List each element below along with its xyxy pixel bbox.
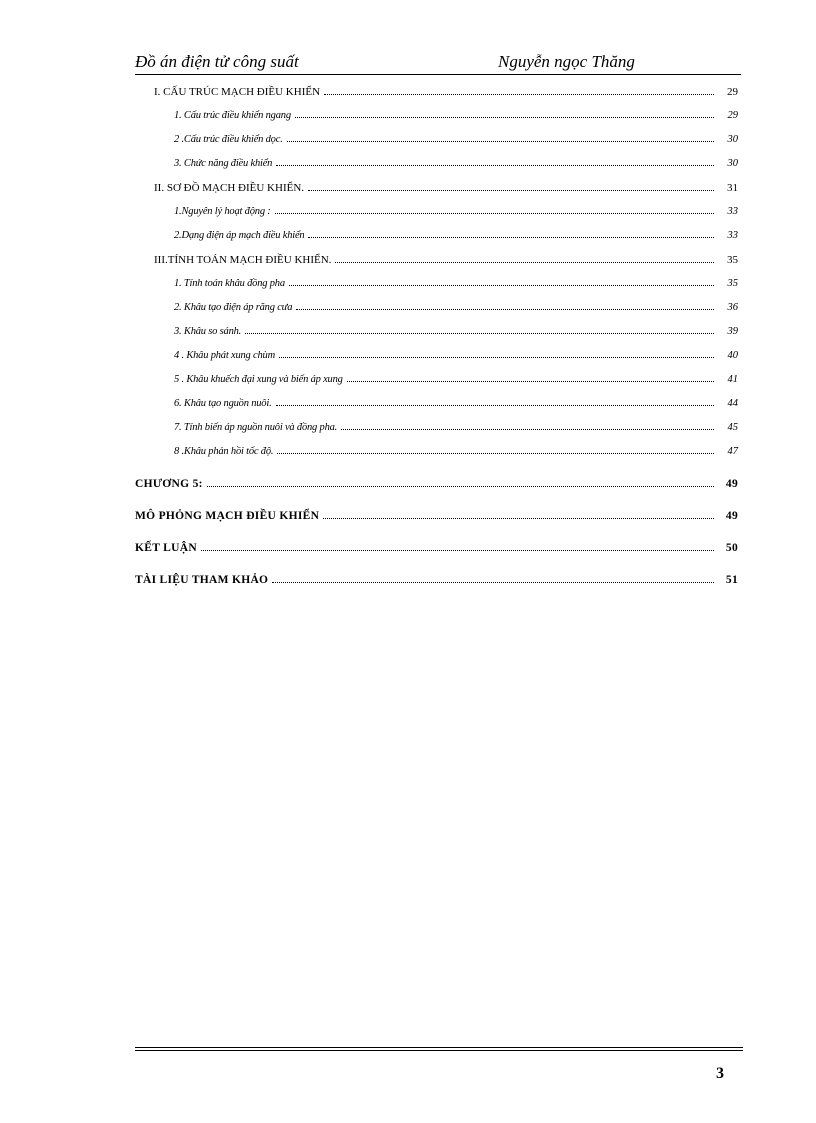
toc-entry bbox=[135, 478, 738, 490]
toc-leader-dots bbox=[276, 405, 715, 406]
toc-entry bbox=[174, 206, 738, 217]
toc-entry bbox=[174, 134, 738, 145]
toc-entry-label: 1.Nguyên lý hoạt động : bbox=[174, 206, 271, 217]
toc-entry bbox=[174, 446, 738, 457]
toc-entry bbox=[135, 574, 738, 586]
toc-entry-page: 47 bbox=[727, 446, 738, 457]
header-author: Nguyễn ngọc Thăng bbox=[498, 52, 635, 71]
toc-entry-label: CHƯƠNG 5: bbox=[135, 478, 203, 490]
toc-entry-page: 33 bbox=[727, 230, 738, 241]
toc-leader-dots bbox=[308, 190, 714, 191]
toc-entry-label: II. SƠ ĐỒ MẠCH ĐIỀU KHIỂN. bbox=[154, 182, 305, 194]
toc-entry-label: 2.Dạng điện áp mạch điều khiển bbox=[174, 230, 305, 241]
toc-leader-dots bbox=[275, 213, 714, 214]
toc-leader-dots bbox=[276, 165, 714, 166]
toc-entry-label: 8 .Khâu phản hồi tốc độ. bbox=[174, 446, 274, 457]
toc-entry bbox=[174, 230, 738, 241]
toc-leader-dots bbox=[201, 550, 714, 551]
toc-entry-label: MÔ PHỎNG MẠCH ĐIỀU KHIỂN bbox=[135, 510, 320, 522]
toc-entry-page: 36 bbox=[727, 302, 738, 313]
toc-entry-label: 3. Chức năng điều khiển bbox=[174, 158, 273, 169]
toc-leader-dots bbox=[279, 357, 714, 358]
toc-entry bbox=[174, 374, 738, 385]
toc-entry-page: 30 bbox=[727, 158, 738, 169]
toc-leader-dots bbox=[335, 262, 714, 263]
toc-entry bbox=[174, 302, 738, 313]
toc-leader-dots bbox=[289, 285, 714, 286]
toc-entry-label: 1. Tính toán khâu đồng pha bbox=[174, 278, 285, 289]
toc-leader-dots bbox=[323, 518, 714, 519]
toc-leader-dots bbox=[272, 582, 714, 583]
toc-entry-label: 1. Cấu trúc điều khiển ngang bbox=[174, 110, 291, 121]
toc-leader-dots bbox=[341, 429, 714, 430]
toc-leader-dots bbox=[324, 94, 714, 95]
toc-entry-page: 31 bbox=[727, 182, 738, 194]
toc-leader-dots bbox=[347, 381, 714, 382]
toc-entry-page: 35 bbox=[727, 254, 738, 266]
toc-entry-page: 41 bbox=[727, 374, 738, 385]
toc-entry-label: 3. Khâu so sánh. bbox=[174, 326, 242, 337]
toc-entry-page: 29 bbox=[727, 86, 738, 98]
toc-leader-dots bbox=[207, 486, 714, 487]
toc-entry bbox=[174, 398, 738, 409]
toc-entry-page: 30 bbox=[727, 134, 738, 145]
footer-rule bbox=[135, 1047, 743, 1048]
toc-entry-label: 2. Khâu tạo điện áp răng cưa bbox=[174, 302, 293, 313]
toc-entry-page: 44 bbox=[727, 398, 738, 409]
page-number: 3 bbox=[716, 1065, 724, 1082]
toc-leader-dots bbox=[296, 309, 714, 310]
toc-entry-label: 7. Tính biến áp nguồn nuôi và đồng pha. bbox=[174, 422, 338, 433]
toc-entry bbox=[154, 86, 738, 98]
toc-entry bbox=[154, 254, 738, 266]
toc-entry bbox=[174, 110, 738, 121]
toc-entry bbox=[154, 182, 738, 194]
toc-entry bbox=[174, 326, 738, 337]
header-title: Đồ án điện tử công suất bbox=[135, 52, 299, 71]
toc-entry-page: 39 bbox=[727, 326, 738, 337]
toc-entry-label: III.TÍNH TOÁN MẠCH ĐIỀU KHIỂN. bbox=[154, 254, 332, 266]
footer-rule bbox=[135, 1050, 743, 1051]
toc-entry bbox=[174, 422, 738, 433]
toc-entry-page: 45 bbox=[727, 422, 738, 433]
page-header bbox=[135, 50, 741, 74]
toc-entry-label: I. CẤU TRÚC MẠCH ĐIỀU KHIỂN bbox=[154, 86, 321, 98]
toc-entry-label: 6. Khâu tạo nguồn nuôi. bbox=[174, 398, 272, 409]
header-rule bbox=[135, 74, 741, 75]
toc-entry-page: 33 bbox=[727, 206, 738, 217]
toc-entry bbox=[174, 278, 738, 289]
toc-entry-page: 49 bbox=[725, 510, 738, 522]
toc-leader-dots bbox=[308, 237, 714, 238]
toc-leader-dots bbox=[245, 333, 714, 334]
toc-entry-label: 4 . Khâu phát xung chùm bbox=[174, 350, 275, 361]
toc-entry bbox=[174, 350, 738, 361]
toc-entry-label: KẾT LUẬN bbox=[135, 542, 197, 554]
toc-entry-page: 40 bbox=[727, 350, 738, 361]
toc-entry-page: 51 bbox=[725, 574, 738, 586]
toc-entry-label: 2 .Cấu trúc điều khiển dọc. bbox=[174, 134, 283, 145]
toc-entry-page: 29 bbox=[727, 110, 738, 121]
toc-entry bbox=[135, 542, 738, 554]
toc-entry-page: 49 bbox=[725, 478, 738, 490]
toc-leader-dots bbox=[287, 141, 714, 142]
toc-entry-page: 35 bbox=[727, 278, 738, 289]
toc-entry-label: 5 . Khâu khuếch đại xung và biến áp xung bbox=[174, 374, 343, 385]
toc-entry-label: TÀI LIỆU THAM KHẢO bbox=[135, 574, 269, 586]
toc-entry bbox=[174, 158, 738, 169]
toc-leader-dots bbox=[277, 453, 714, 454]
toc-leader-dots bbox=[295, 117, 714, 118]
toc-entry-page: 50 bbox=[725, 542, 738, 554]
toc-entry bbox=[135, 510, 738, 522]
